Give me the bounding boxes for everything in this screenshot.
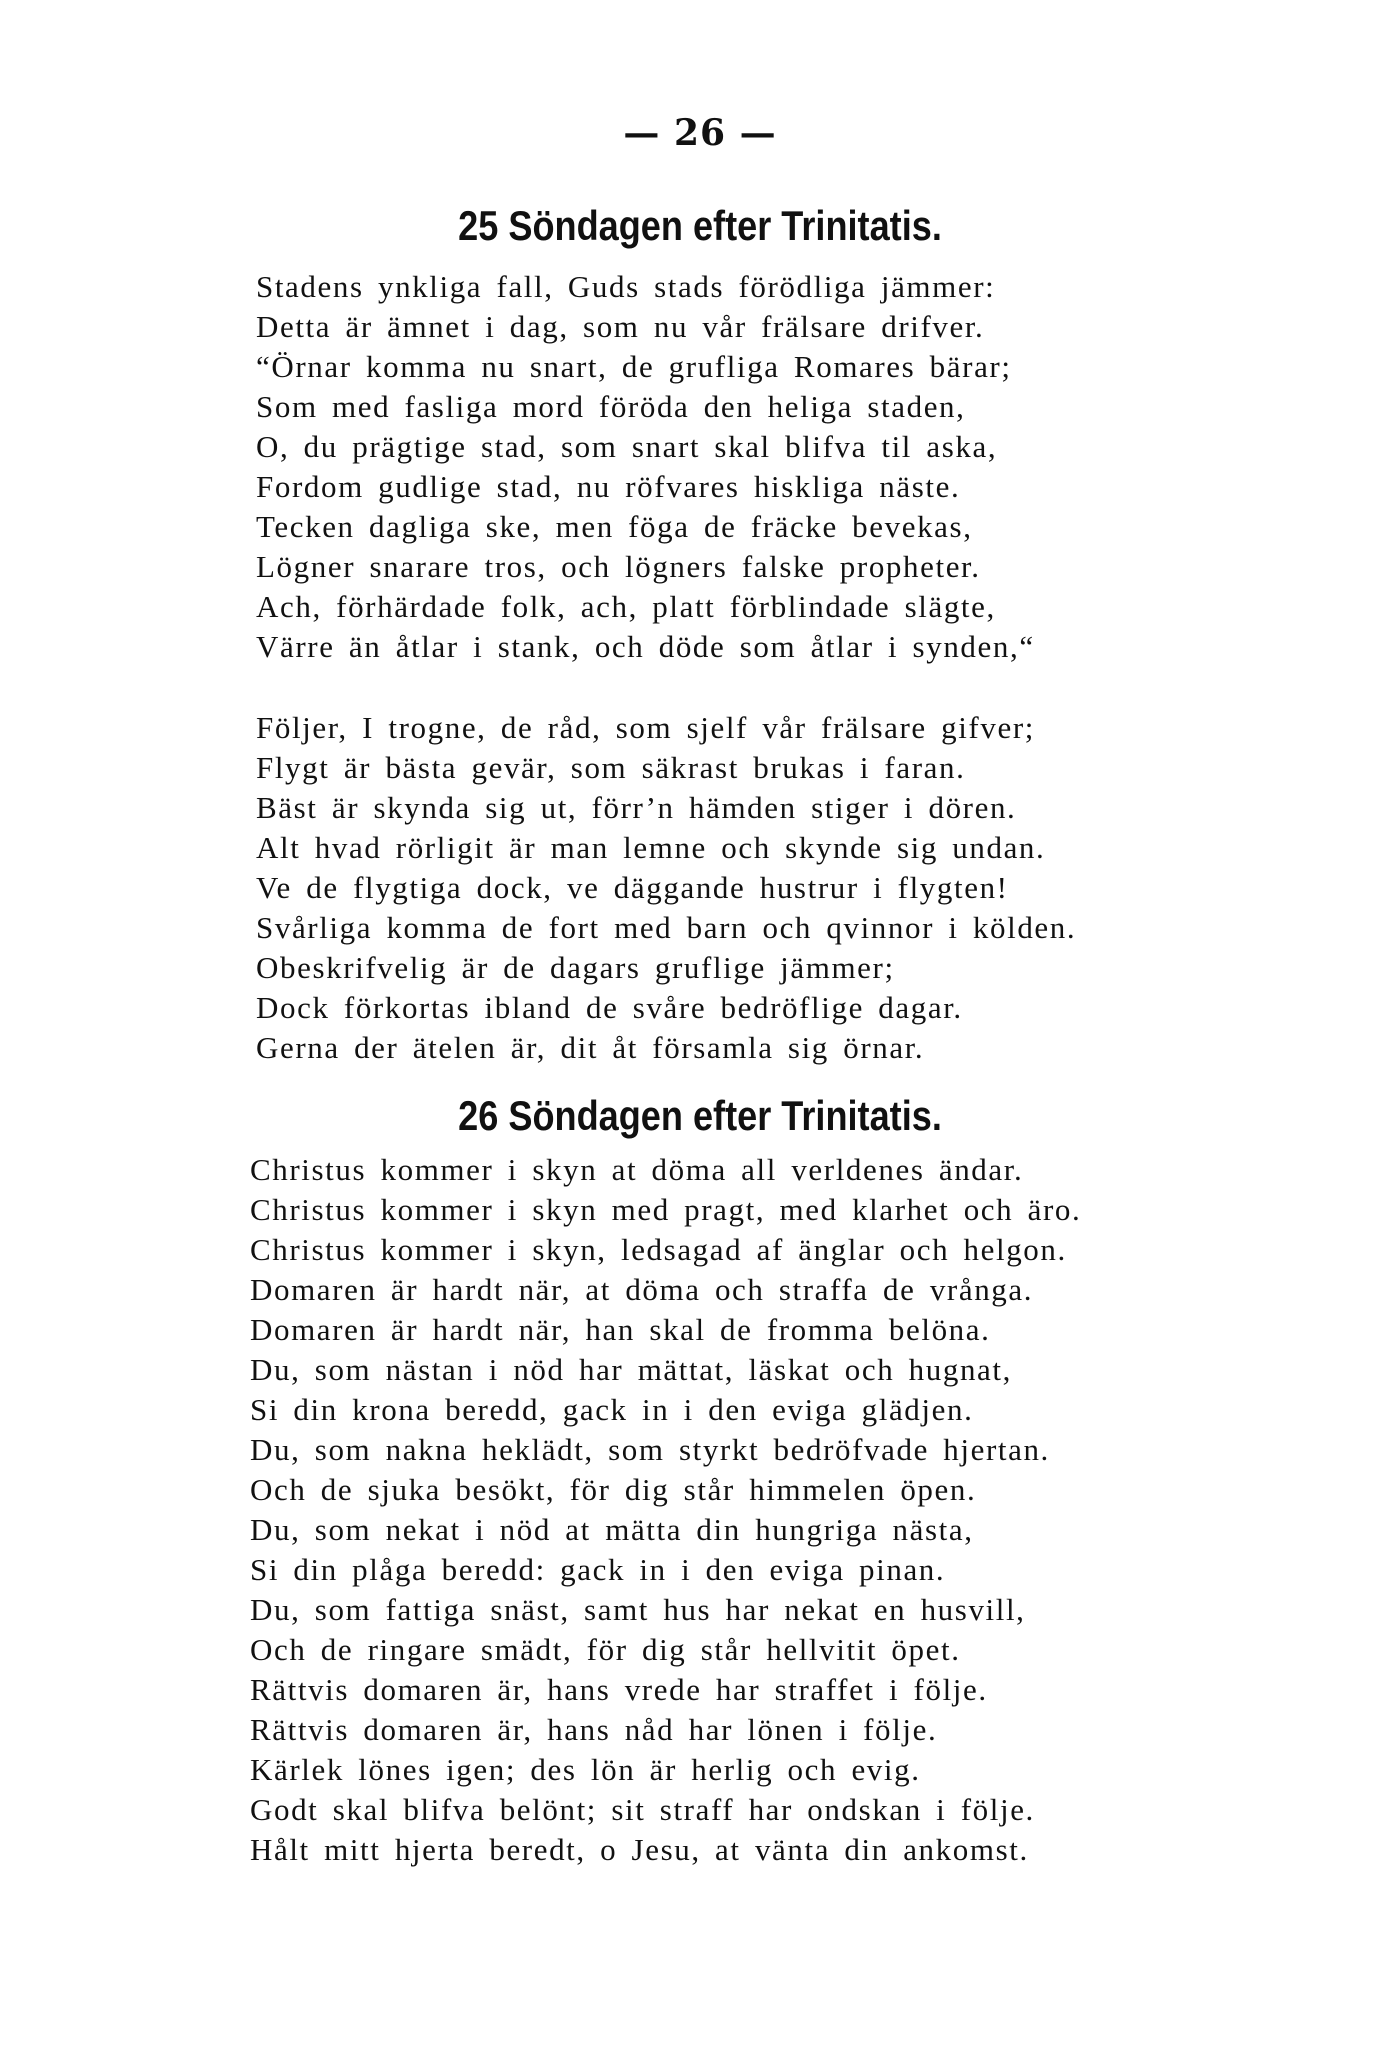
- verse-line: Hålt mitt hjerta beredt, o Jesu, at vänta din ankomst.: [250, 1832, 1029, 1867]
- poem-stanza-2: [256, 708, 1076, 1068]
- verse-line: Christus kommer i skyn med pragt, med klarhet och äro.: [250, 1192, 1082, 1227]
- verse-line: Du, som nästan i nöd har mättat, läskat och hugnat,: [250, 1352, 1012, 1387]
- verse-line: O, du prägtige stad, som snart skal blifva til aska,: [256, 429, 998, 464]
- verse-line: Stadens ynkliga fall, Guds stads förödliga jämmer:: [256, 269, 996, 304]
- verse-line: Si din plåga beredd: gack in i den eviga pinan.: [250, 1552, 946, 1587]
- verse-line: “Örnar komma nu snart, de grufliga Romares bärar;: [256, 349, 1012, 384]
- verse-line: Som med fasliga mord föröda den heliga staden,: [256, 389, 966, 424]
- verse-line: Svårliga komma de fort med barn och qvinnor i kölden.: [256, 910, 1077, 945]
- verse-line: Domaren är hardt när, at döma och straffa de vrånga.: [250, 1272, 1034, 1307]
- verse-line: Fordom gudlige stad, nu röfvares hiskliga näste.: [256, 469, 961, 504]
- verse-line: Rättvis domaren är, hans vrede har straffet i följe.: [250, 1672, 988, 1707]
- verse-line: Si din krona beredd, gack in i den eviga glädjen.: [250, 1392, 974, 1427]
- verse-line: Flygt är bästa gevär, som säkrast brukas i faran.: [256, 750, 966, 785]
- verse-line: Värre än åtlar i stank, och döde som åtlar i synden,“: [256, 629, 1035, 664]
- verse-line: Lögner snarare tros, och lögners falske propheter.: [256, 549, 981, 584]
- verse-line: Rättvis domaren är, hans nåd har lönen i följe.: [250, 1712, 938, 1747]
- verse-line: Och de sjuka besökt, för dig står himmelen öpen.: [250, 1472, 977, 1507]
- verse-line: Detta är ämnet i dag, som nu vår frälsare drifver.: [256, 309, 985, 344]
- verse-line: Ach, förhärdade folk, ach, platt förblindade slägte,: [256, 589, 996, 624]
- verse-line: Gerna der ätelen är, dit åt församla sig örnar.: [256, 1030, 925, 1065]
- verse-line: Godt skal blifva belönt; sit straff har ondskan i följe.: [250, 1792, 1035, 1827]
- verse-line: Christus kommer i skyn, ledsagad af änglar och helgon.: [250, 1232, 1067, 1267]
- verse-line: Tecken dagliga ske, men föga de fräcke bevekas,: [256, 509, 973, 544]
- verse-line: Följer, I trogne, de råd, som sjelf vår frälsare gifver;: [256, 710, 1035, 745]
- verse-line: Domaren är hardt när, han skal de fromma belöna.: [250, 1312, 991, 1347]
- verse-line: Du, som nakna heklädt, som styrkt bedröfvade hjertan.: [250, 1432, 1050, 1467]
- poem-stanza-3: [250, 1150, 1081, 1870]
- verse-line: Du, som fattiga snäst, samt hus har nekat en husvill,: [250, 1592, 1026, 1627]
- verse-line: Alt hvad rörligit är man lemne och skynde sig undan.: [256, 830, 1046, 865]
- section-heading-25: 25 Söndagen efter Trinitatis.: [458, 202, 942, 249]
- page-number: — 26 —: [623, 112, 777, 154]
- verse-line: Kärlek lönes igen; des lön är herlig och evig.: [250, 1752, 921, 1787]
- verse-line: Bäst är skynda sig ut, förr’n hämden stiger i dören.: [256, 790, 1017, 825]
- poem-stanza-1: [256, 267, 1035, 667]
- section-heading-26: 26 Söndagen efter Trinitatis.: [458, 1092, 942, 1139]
- verse-line: Dock förkortas ibland de svåre bedröflige dagar.: [256, 990, 963, 1025]
- verse-line: Obeskrifvelig är de dagars gruflige jämmer;: [256, 950, 895, 985]
- verse-line: Du, som nekat i nöd at mätta din hungriga nästa,: [250, 1512, 974, 1547]
- verse-line: Christus kommer i skyn at döma all verldenes ändar.: [250, 1152, 1024, 1187]
- verse-line: Och de ringare smädt, för dig står hellvitit öpet.: [250, 1632, 961, 1667]
- verse-line: Ve de flygtiga dock, ve däggande hustrur i flygten!: [256, 870, 1009, 905]
